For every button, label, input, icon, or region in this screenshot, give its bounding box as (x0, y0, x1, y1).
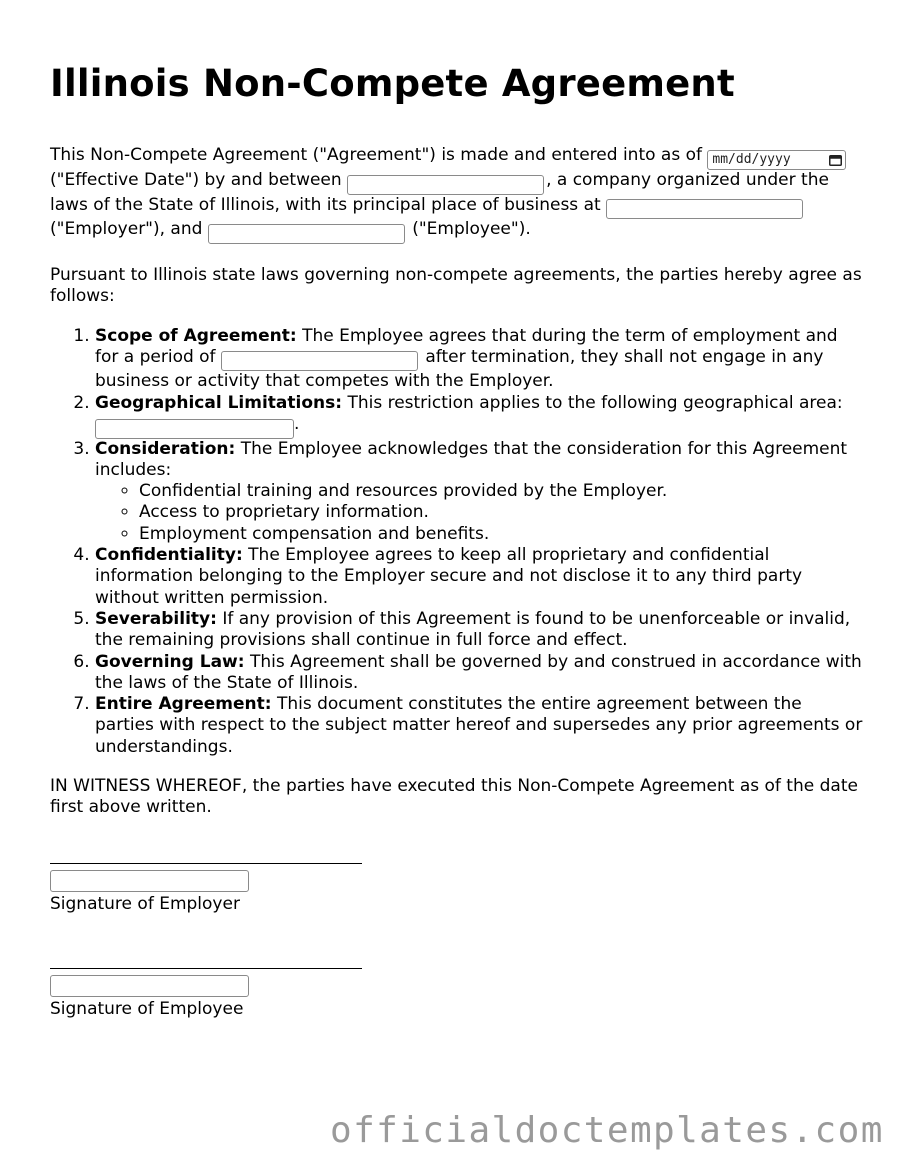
intro-text-3: , a company organized under the laws of the State of Illinois, with its principal place of business at (50, 170, 829, 215)
term-text: after termination, they shall not engage in any business or activity that competes with the Employer. (95, 346, 824, 392)
consideration-list (95, 481, 865, 545)
witness-paragraph: IN WITNESS WHEREOF, the parties have executed this Non-Compete Agreement as of the date first above written. (50, 775, 858, 818)
date-placeholder: mm/dd/yyyy (712, 152, 791, 168)
terms-list (50, 326, 865, 758)
employer-address-field[interactable] (606, 199, 803, 219)
term-text: The Employee agrees that during the term of employment and for a period of (95, 325, 838, 367)
list-item: ◦ Confidential training and resources provided by the Employer. (139, 481, 865, 502)
intro-text-5: ("Employee"). (412, 219, 531, 240)
term-heading: Scope of Agreement: (95, 325, 297, 346)
term-text: If any provision of this Agreement is found to be unenforceable or invalid, the remaining provisions shall continue in full force and effect. (95, 608, 851, 651)
employer-name-field[interactable] (347, 175, 544, 195)
effective-date-input[interactable] (707, 150, 846, 170)
term-heading: Confidentiality: (95, 545, 243, 566)
term-geography (95, 393, 865, 439)
watermark: officialdoctemplates.com (330, 1110, 884, 1151)
geographical-area-field[interactable] (95, 419, 294, 439)
term-text: This restriction applies to the following geographical area: (347, 392, 843, 413)
intro-text-4: ("Employer"), and (50, 219, 203, 240)
term-heading: Geographical Limitations: (95, 392, 343, 413)
term-text: This document constitutes the entire agreement between the parties with respect to the subject matter hereof and supersedes any prior agreements or understandings. (95, 694, 863, 757)
term-text: . (294, 414, 300, 435)
term-entire-agreement (95, 694, 865, 758)
term-text: The Employee agrees to keep all proprietary and confidential information belonging to the Employer secure and not disclose it to any third party without written permission. (95, 545, 803, 608)
pursuant-paragraph: Pursuant to Illinois state laws governing non-compete agreements, the parties hereby agree as follows: (50, 264, 862, 307)
list-item: ◦ Access to proprietary information. (139, 502, 865, 523)
term-heading: Governing Law: (95, 651, 245, 672)
employer-signature-field[interactable] (50, 870, 249, 892)
term-consideration (95, 439, 865, 545)
intro-text-2: ("Effective Date") by and between (50, 170, 342, 191)
term-text: The Employee acknowledges that the consideration for this Agreement includes: (95, 438, 848, 480)
page-title: Illinois Non-Compete Agreement (50, 62, 735, 105)
term-heading: Entire Agreement: (95, 694, 272, 715)
term-confidentiality (95, 545, 865, 609)
intro-paragraph (50, 145, 865, 243)
signature-line (50, 848, 865, 866)
list-item: ◦ Employment compensation and benefits. (139, 524, 865, 545)
term-heading: Severability: (95, 608, 217, 629)
term-governing-law (95, 652, 865, 695)
employee-signature-label: Signature of Employee (50, 998, 244, 1019)
intro-text-1: This Non-Compete Agreement ("Agreement") is made and entered into as of (50, 145, 702, 166)
employee-signature-block (50, 953, 865, 1021)
calendar-icon[interactable] (829, 154, 842, 166)
signature-line (50, 953, 865, 971)
restriction-period-field[interactable] (221, 351, 418, 371)
term-scope (95, 326, 865, 393)
employer-signature-label: Signature of Employer (50, 893, 240, 914)
term-text: This Agreement shall be governed by and construed in accordance with the laws of the State of Illinois. (95, 651, 862, 693)
employee-signature-field[interactable] (50, 975, 249, 997)
employer-signature-block (50, 848, 865, 916)
employee-name-field[interactable] (208, 224, 405, 244)
document (50, 62, 865, 1021)
term-heading: Consideration: (95, 438, 236, 459)
term-severability (95, 609, 865, 652)
